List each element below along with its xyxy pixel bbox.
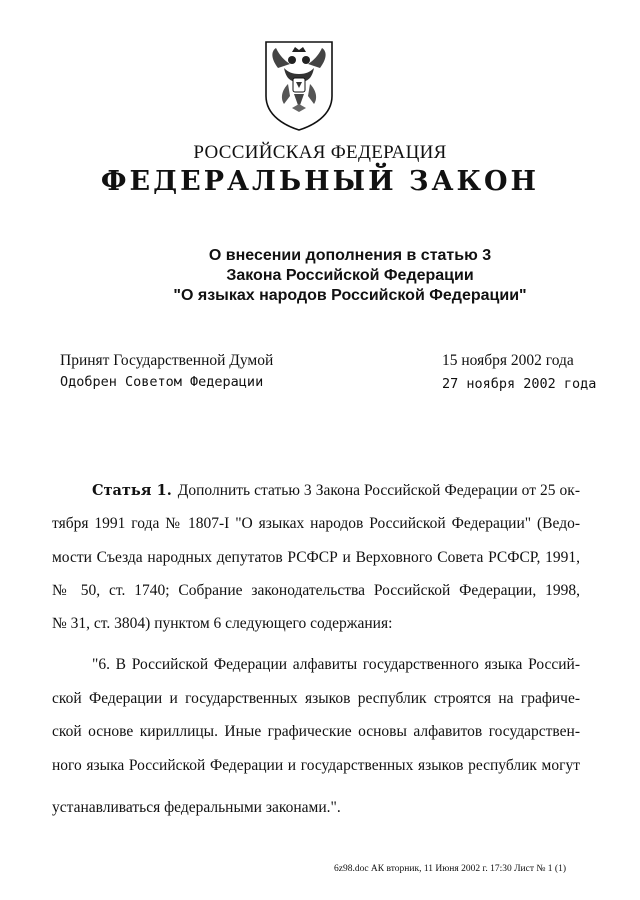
article-line: Статья 1. Дополнить статью 3 Закона Российской Федерации от 25 ок- xyxy=(92,482,580,499)
document-footer: 6z98.doc АК вторник, 11 Июня 2002 г. 17:30 Лист № 1 (1) xyxy=(334,864,566,874)
law-title xyxy=(0,246,640,306)
clause-line: ской Федерации и государственных языков республик строятся на графиче- xyxy=(52,690,580,707)
article-line: № 50, ст. 1740; Собрание законодательства Российской Федерации, 1998, xyxy=(52,582,580,599)
approved-by-council-label: Одобрен Советом Федерации xyxy=(60,374,264,390)
adopted-date: 15 ноября 2002 года xyxy=(442,352,574,369)
law-title-line: "О языках народов Российской Федерации" xyxy=(173,287,527,304)
law-title-line: О внесении дополнения в статью 3 xyxy=(208,247,492,264)
article-line: тября 1991 года № 1807-I "О языках народов Российской Федерации" (Ведо- xyxy=(52,515,580,532)
clause-line: ской основе кириллицы. Иные графические основы алфавитов государствен- xyxy=(52,723,580,740)
law-type-heading: ФЕДЕРАЛЬНЫЙ ЗАКОН xyxy=(100,166,540,197)
adopted-by-duma-label: Принят Государственной Думой xyxy=(60,352,274,369)
clause-line: устанавливаться федеральными законами.". xyxy=(52,799,341,816)
country-name: РОССИЙСКАЯ ФЕДЕРАЦИЯ xyxy=(193,142,447,163)
clause-line: ного языка Российской Федерации и государственных языков республик могут xyxy=(52,757,580,774)
article-label: Статья 1. xyxy=(92,482,172,499)
approved-date: 27 ноября 2002 года xyxy=(442,376,597,392)
article-line: мости Съезда народных депутатов РСФСР и Верховного Совета РСФСР, 1991, xyxy=(52,549,580,566)
clause-line: "6. В Российской Федерации алфавиты государственного языка Россий- xyxy=(92,656,580,673)
law-title-line: Закона Российской Федерации xyxy=(226,267,474,284)
coat-of-arms-emblem xyxy=(262,38,336,132)
article-line: № 31, ст. 3804) пунктом 6 следующего содержания: xyxy=(52,615,393,632)
